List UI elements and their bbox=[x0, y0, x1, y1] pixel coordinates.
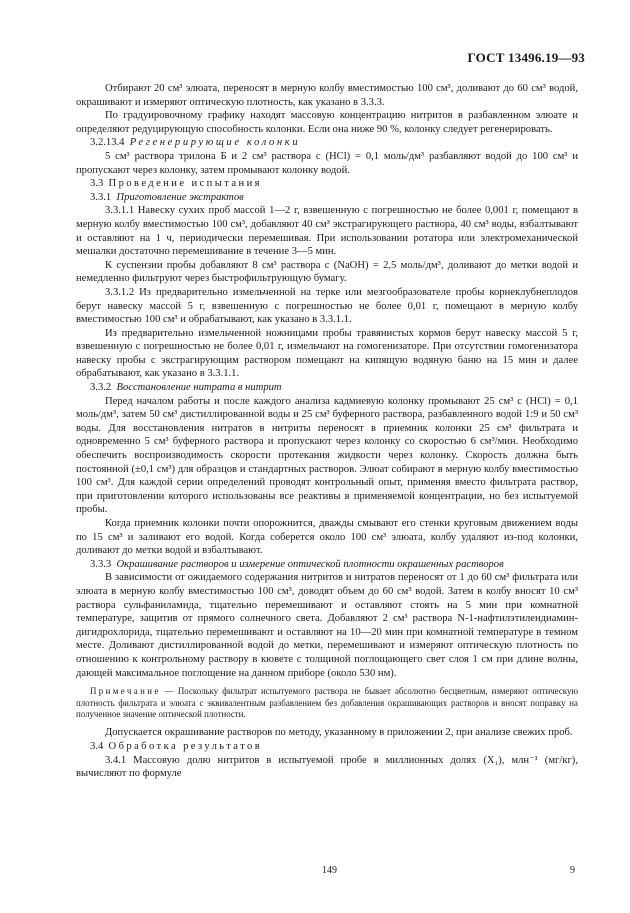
section-heading-3-3-2 bbox=[76, 381, 578, 395]
paragraph: 3.3.1.1 Навеску сухих проб массой 1—2 г, взвешенную с погрешностью не более 0,001 г, помещают в мерную колбу вместимостью 100 см³, добавляют 40 см³ экстрагирующего раствора, 40 см³ воды, взбалтывают и оставляют на 1 ч, периодически перемешивая. При использовании ротатора или электромеханической мешалки достаточно перемешивание в течение 3—5 мин. bbox=[76, 205, 578, 258]
section-title: Проведение испытания bbox=[108, 178, 262, 190]
paragraph: 3.3.1.2 Из предварительно измельченной на терке или мезгообразователе пробы корнеклубнеплодов берут навеску массой 5 г, взвешенную с погрешностью не более 0,01 г, помещают в мерную колбу вместимостью 100 см³ и обрабатывают, как указано в 3.3.1.1. bbox=[76, 286, 578, 326]
section-number: 3.4 bbox=[90, 740, 104, 752]
section-title: Окрашивание растворов и измерение оптической плотности окрашенных растворов bbox=[116, 558, 504, 570]
document-body bbox=[76, 82, 578, 781]
paragraph: К суспензии пробы добавляют 8 см³ раствора c (NaOH) = 2,5 моль/дм³, доливают до метки водой и немедленно фильтруют через быстрофильтрующую бумагу. bbox=[76, 259, 578, 285]
paragraph: В зависимости от ожидаемого содержания нитритов и нитратов переносят от 1 до 60 см³ фильтрата или элюата в мерную колбу вместимостью 100 см³, доводят объем до 60 см³ водой. Затем в колбу вносят 10 см³ раствора сульфаниламида, тщательно перемешивают и оставляют стоять на 5 мин при комнатной температуре, защитив от прямого солнечного света. Добавляют 2 см³ раствора N-1-нафтилэтилендиамин-дигидрохлорида, тщательно перемешивают и оставляют на 10—20 мин при комнатной температуре в темном месте. Доливают дистиллированной водой до метки, перемешивают и измеряют оптическую плотность по отношению к контрольному раствору в кювете с толщиной поглощающего свет слоя 1 см при длине волны, дающей максимальное поглощение на данном приборе (около 530 нм). bbox=[76, 572, 578, 679]
paragraph: Допускается окрашивание растворов по методу, указанному в приложении 2, при анализе свежих проб. bbox=[105, 727, 573, 739]
note bbox=[76, 686, 578, 720]
section-number: 3.3 bbox=[90, 178, 104, 190]
section-heading-3-4 bbox=[76, 740, 578, 754]
section-heading-3-3-3 bbox=[76, 558, 578, 572]
section-heading-3-3 bbox=[76, 177, 578, 191]
note-label: Примечание bbox=[90, 686, 161, 697]
paragraph: Отбирают 20 см³ элюата, переносят в мерную колбу вместимостью 100 см³, доливают до 60 см³ водой, окрашивают и измеряют оптическую плотность, как указано в 3.3.3. bbox=[76, 83, 578, 108]
paragraph: Перед началом работы и после каждого анализа кадмиевую колонку промывают 25 см³ c (HCl) = 0,1 моль/дм³, затем 50 см³ дистиллированной воды и 25 см³ буферного раствора, разбавленного водой 1:9 и 50 см³ воды. Для восстановления нитратов в нитриты переносят в приемник колонки 25 см³ фильтрата и одновременно 5 см³ буферного раствора и пропускают через колонку со скоростью 6 см³/мин. Необходимо обеспечить воспроизводимость скорости протекания жидкости через колонку. Скорость должна быть постоянной (±0,1 см³) для образцов и стандартных растворов. Элюат собирают в мерную колбу вместимостью 100 см³. Для каждой серии определений проводят контрольный опыт, применяя вместо фильтрата раствор, при приготовлении которого использованы все реактивы в применяемой концентрации, но без испытуемой пробы. bbox=[76, 395, 578, 516]
note-text: — Поскольку фильтрат испытуемого раствора не бывает абсолютно бесцветным, измеряют оптическую плотность фильтрата и элюата с эквивалентным разбавлением без добавления окрашивающих растворов и вносят поправку на полученное значение оптической плотности. bbox=[76, 686, 579, 719]
section-number: 3.3.1 bbox=[90, 191, 112, 203]
paragraph: По градуировочному графику находят массовую концентрацию нитритов в разбавленном элюате и определяют редуцирующую способность колонки. Если она ниже 90 %, колонку следует регенерировать. bbox=[76, 110, 578, 135]
standard-header: ГОСТ 13496.19—93 bbox=[467, 50, 585, 65]
paragraph: 5 см³ раствора трилона Б и 2 см³ раствора c (HCl) = 0,1 моль/дм³ разбавляют водой до 100 см³ и пропускают через колонку, затем промывают колонку водой. bbox=[76, 150, 578, 176]
sheet-number: 9 bbox=[570, 865, 575, 876]
section-number: 3.3.3 bbox=[90, 558, 112, 570]
section-title: Приготовление экстрактов bbox=[116, 191, 244, 203]
paragraph: Из предварительно измельченной ножницами пробы травянистых кормов берут навеску массой 5 г, взвешенную с погрешностью не более 0,01 г, измельчают на гомогенизаторе. При отсутствии гомогенизатора навеску пробы с экстрагирующим раствором помещают на кипящую водяную баню на 15 мин и далее обрабатывают, как указано в 3.3.1.1. bbox=[76, 327, 578, 380]
section-number: 3.3.2 bbox=[90, 382, 112, 394]
section-title: Регенерирующие колонки bbox=[129, 137, 301, 149]
section-number: 3.2.13.4 bbox=[90, 137, 125, 149]
paragraph: 3.4.1 Массовую долю нитритов в испытуемой пробе в миллионных долях (X₁), млн⁻¹ (мг/кг), вычисляют по формуле bbox=[76, 754, 578, 780]
section-title: Восстановление нитрата в нитрит bbox=[116, 382, 282, 394]
paragraph: Когда приемник колонки почти опорожнится, дважды смывают его стенки круговым движением воды по 15 см³ и заливают его водой. Когда соберется около 100 см³ элюата, колбу удаляют из-под колонки, доливают до метки водой и взбалтывают. bbox=[76, 518, 578, 557]
section-title: Обработка результатов bbox=[108, 740, 263, 752]
section-heading-3-3-1 bbox=[76, 191, 578, 205]
section-heading-3-2-13-4 bbox=[76, 136, 578, 150]
page-number: 149 bbox=[322, 865, 337, 876]
